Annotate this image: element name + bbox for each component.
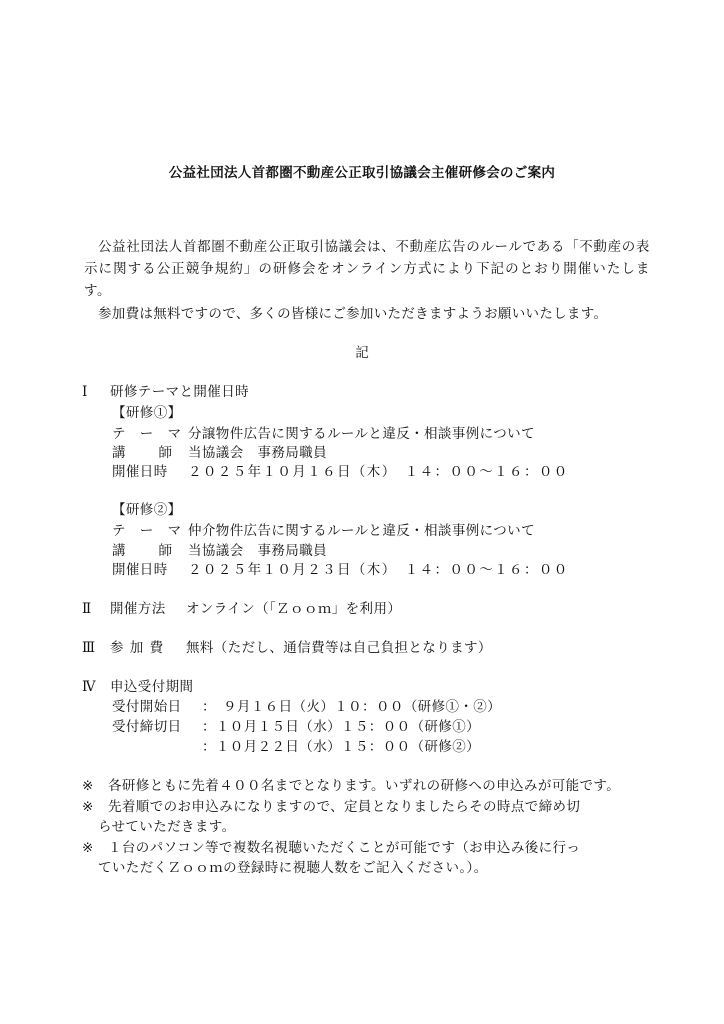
session2-date: ２０２５年１０月２３日（木） １４：００～１６：００ <box>188 562 569 578</box>
section1-number: Ⅰ <box>82 384 88 400</box>
remark2-line2: らせていただきます。 <box>98 819 236 835</box>
section3-value: 無料（ただし、通信費等は自己負担となります） <box>186 640 492 656</box>
remark2-line1: 先着順でのお申込みになりますので、定員となりましたらその時点で締め切 <box>108 799 581 815</box>
session2-theme: 仲介物件広告に関するルールと違反・相談事例について <box>188 523 535 539</box>
section4-number: Ⅳ <box>82 679 96 695</box>
ki-heading: 記 <box>355 345 369 361</box>
remark2-mark: ※ <box>82 799 94 815</box>
section2-value: オンライン（「Ｚｏｏｍ」を利用） <box>186 601 402 617</box>
session1-date: ２０２５年１０月１６日（木） １４：００～１６：００ <box>188 464 569 480</box>
section3-number: Ⅲ <box>82 640 96 656</box>
session1-label: 【研修①】 <box>112 405 182 421</box>
session2-label: 【研修②】 <box>112 502 182 518</box>
reception-start-value: ： ９月１６日（火）１０：００（研修①・②） <box>202 699 502 715</box>
section4-heading: 申込受付期間 <box>110 679 194 695</box>
fee-note: 参加費は無料ですので、多くの皆様にご参加いただきますようお願いいたします。 <box>98 306 608 322</box>
session1-date-label: 開催日時 <box>112 464 168 480</box>
session2-theme-label: テ ー マ <box>112 523 182 539</box>
session2-lecturer: 当協議会 事務局職員 <box>188 543 327 559</box>
reception-end-label: 受付締切日 <box>112 719 182 735</box>
section2-label: 開催方法 <box>110 601 166 617</box>
section3-label: 参 加 費 <box>110 640 165 656</box>
intro-paragraph: 公益社団法人首都圏不動産公正取引協議会は、不動産広告のルールである「不動産の表示に関する公正競争規約」の研修会をオンライン方式により下記のとおり開催いたします。 <box>84 239 650 299</box>
remark1-line1: 各研修ともに先着４００名までとなります。いずれの研修への申込みが可能です。 <box>108 778 621 794</box>
remark3-line2: ていただくＺｏｏｍの登録時に視聴人数をご記入ください。）。 <box>98 860 488 876</box>
session2-lecturer-label: 講 師 <box>112 543 174 559</box>
session1-lecturer-label: 講 師 <box>112 445 174 461</box>
session1-theme-label: テ ー マ <box>112 426 182 442</box>
session1-lecturer: 当協議会 事務局職員 <box>188 445 327 461</box>
section2-number: Ⅱ <box>82 601 92 617</box>
remark3-mark: ※ <box>82 840 94 856</box>
section1-heading: 研修テーマと開催日時 <box>110 384 249 400</box>
reception-end-value-1: ：１０月１５日（水）１５：００（研修①） <box>202 719 480 735</box>
session2-date-label: 開催日時 <box>112 562 168 578</box>
remark1-mark: ※ <box>82 778 94 794</box>
reception-start-label: 受付開始日 <box>112 699 182 715</box>
session1-theme: 分譲物件広告に関するルールと違反・相談事例について <box>188 426 535 442</box>
document-title: 公益社団法人首都圏不動産公正取引協議会主催研修会のご案内 <box>168 165 556 181</box>
reception-end-value-2: ：１０月２２日（水）１５：００（研修②） <box>202 739 480 755</box>
remark3-line1: １台のパソコン等で複数名視聴いただくことが可能です（お申込み後に行っ <box>108 840 581 856</box>
